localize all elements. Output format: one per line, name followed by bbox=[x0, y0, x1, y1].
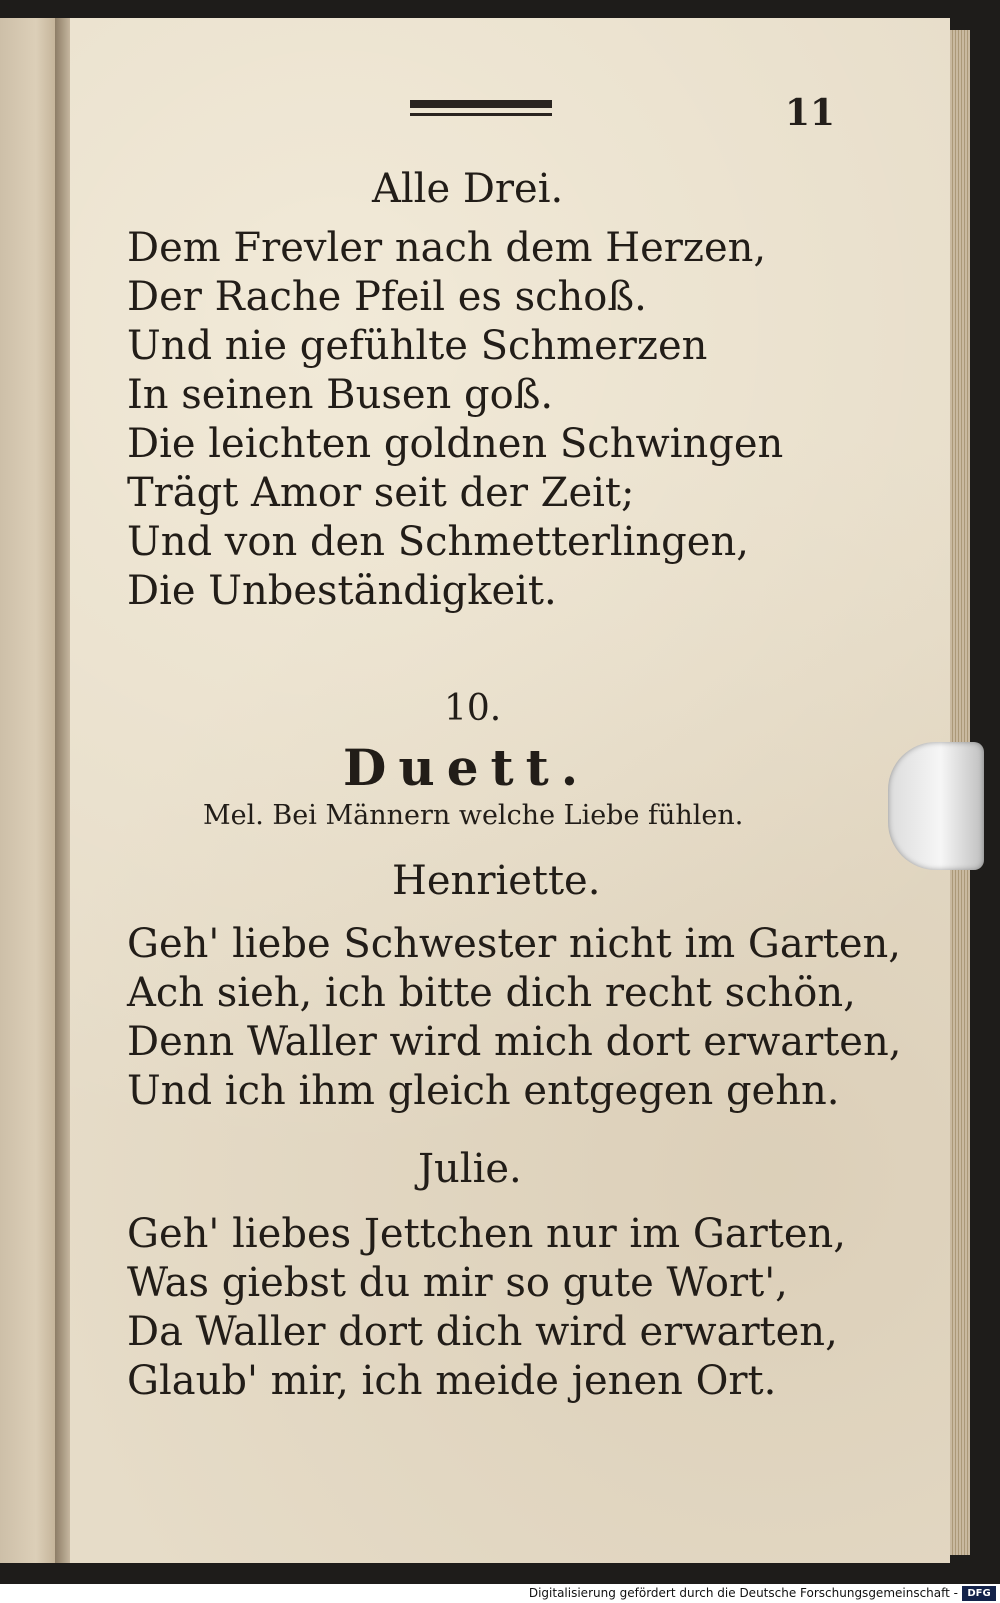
verse-line: Der Rache Pfeil es schoß. bbox=[127, 274, 647, 320]
verse-line: Die Unbeständigkeit. bbox=[127, 568, 557, 614]
verse-line: Denn Waller wird mich dort erwarten, bbox=[127, 1019, 902, 1065]
funding-credit: Digitalisierung gefördert durch die Deutsche Forschungsgemeinschaft - bbox=[528, 1586, 958, 1600]
song-number: 10. bbox=[444, 688, 502, 729]
verse-line: Trägt Amor seit der Zeit; bbox=[127, 470, 635, 516]
header-rule bbox=[410, 100, 552, 118]
left-page-edge bbox=[0, 18, 60, 1563]
digitization-footer bbox=[0, 1584, 1000, 1603]
verse-line: Dem Frevler nach dem Herzen, bbox=[127, 225, 767, 271]
verse-line: Ach sieh, ich bitte dich recht schön, bbox=[127, 970, 856, 1016]
speaker-heading: Alle Drei. bbox=[372, 166, 564, 212]
verse-line: Und von den Schmetterlingen, bbox=[127, 519, 749, 565]
song-title: Duett. bbox=[343, 738, 591, 797]
verse-line: Und ich ihm gleich entgegen gehn. bbox=[127, 1068, 840, 1114]
page-number: 11 bbox=[785, 92, 836, 134]
verse-line: Die leichten goldnen Schwingen bbox=[127, 421, 784, 467]
dfg-logo: DFG bbox=[962, 1586, 996, 1601]
page-clip bbox=[888, 742, 984, 870]
verse-line: Da Waller dort dich wird erwarten, bbox=[127, 1309, 838, 1355]
verse-line: Geh' liebe Schwester nicht im Garten, bbox=[127, 921, 902, 967]
verse-line: Und nie gefühlte Schmerzen bbox=[127, 323, 708, 369]
verse-line: Was giebst du mir so gute Wort', bbox=[127, 1260, 788, 1306]
verse-line: In seinen Busen goß. bbox=[127, 372, 554, 418]
verse-line: Geh' liebes Jettchen nur im Garten, bbox=[127, 1211, 846, 1257]
speaker-heading: Julie. bbox=[418, 1146, 522, 1192]
speaker-heading: Henriette. bbox=[392, 858, 601, 904]
melody-note: Mel. Bei Männern welche Liebe fühlen. bbox=[203, 800, 744, 831]
verse-line: Glaub' mir, ich meide jenen Ort. bbox=[127, 1358, 777, 1404]
